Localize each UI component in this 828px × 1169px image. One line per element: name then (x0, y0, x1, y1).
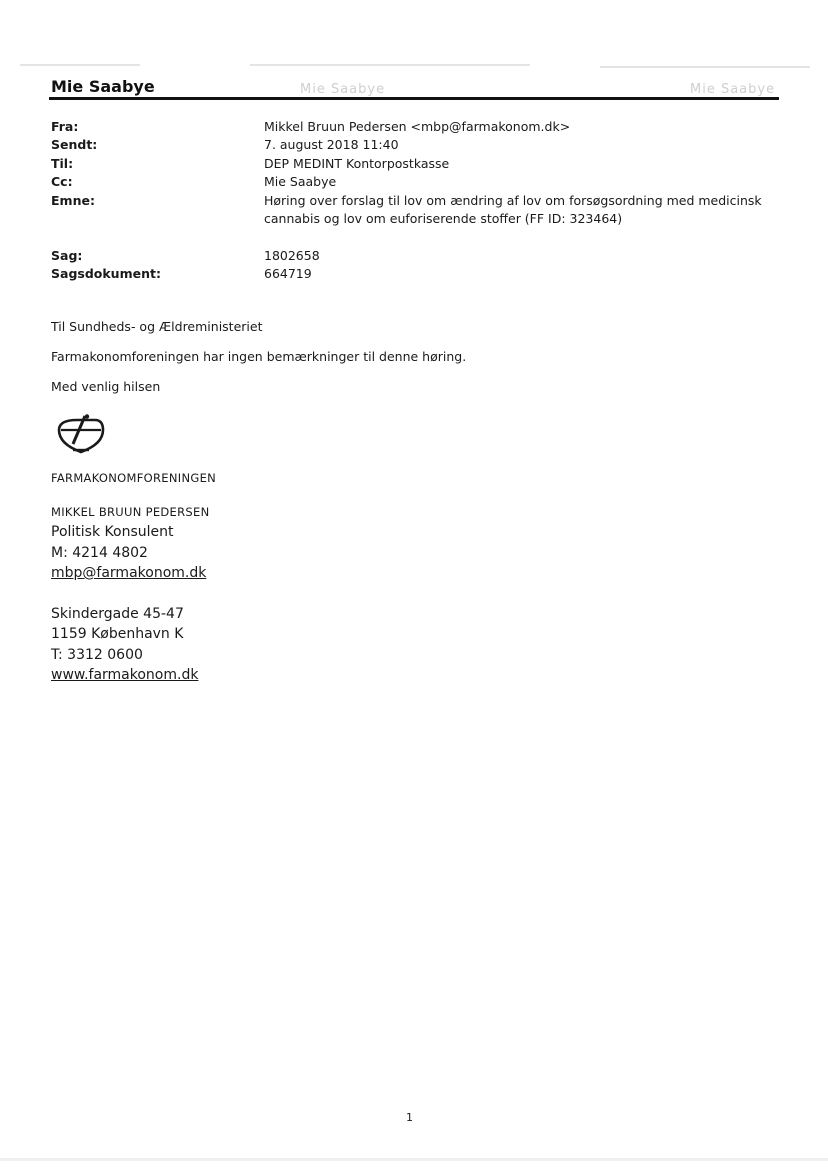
cc-label: Cc: (51, 174, 73, 189)
message-body: Farmakonomforeningen har ingen bemærkninger til denne høring. (51, 349, 467, 364)
cc-value: Mie Saabye (264, 174, 337, 189)
subject-value: Høring over forslag til lov om ændring af lov om forsøgsordning med medicinsk cannabis og lov om euforiserende stoffer (FF ID: 323464) (264, 193, 762, 226)
header-divider (49, 97, 779, 100)
to-label: Til: (51, 156, 74, 171)
from-label: Fra: (51, 119, 79, 134)
case-document-value: 664719 (264, 266, 312, 281)
from-value: Mikkel Bruun Pedersen <mbp@farmakonom.dk> (264, 119, 571, 134)
to-value: DEP MEDINT Kontorpostkasse (264, 156, 450, 171)
case-document-label: Sagsdokument: (51, 266, 161, 281)
case-value: 1802658 (264, 248, 320, 263)
website-link[interactable]: www.farmakonom.dk (51, 667, 199, 683)
ghost-sender-name: Mie Saabye (300, 82, 386, 97)
scan-artifact (250, 64, 530, 66)
signer-name: MIKKEL BRUUN PEDERSEN (51, 505, 210, 519)
scan-artifact (600, 66, 810, 68)
ghost-sender-name: Mie Saabye (690, 82, 776, 97)
signer-title: Politisk Konsulent (51, 524, 174, 540)
case-label: Sag: (51, 248, 83, 263)
greeting: Til Sundheds- og Ældreministeriet (51, 319, 263, 334)
page-number: 1 (406, 1111, 413, 1124)
scan-artifact (20, 64, 140, 66)
sender-name: Mie Saabye (51, 77, 155, 96)
closing: Med venlig hilsen (51, 379, 161, 394)
office-phone: T: 3312 0600 (51, 647, 143, 663)
scan-artifact (0, 1158, 828, 1161)
mortar-and-pestle-icon (51, 414, 111, 456)
signer-mobile: M: 4214 4802 (51, 545, 148, 561)
signer-email-link[interactable]: mbp@farmakonom.dk (51, 565, 207, 581)
city-address: 1159 København K (51, 626, 184, 642)
sent-value: 7. august 2018 11:40 (264, 137, 399, 152)
organization-name: FARMAKONOMFORENINGEN (51, 471, 217, 485)
sent-label: Sendt: (51, 137, 98, 152)
subject-label: Emne: (51, 193, 95, 208)
street-address: Skindergade 45-47 (51, 606, 184, 622)
